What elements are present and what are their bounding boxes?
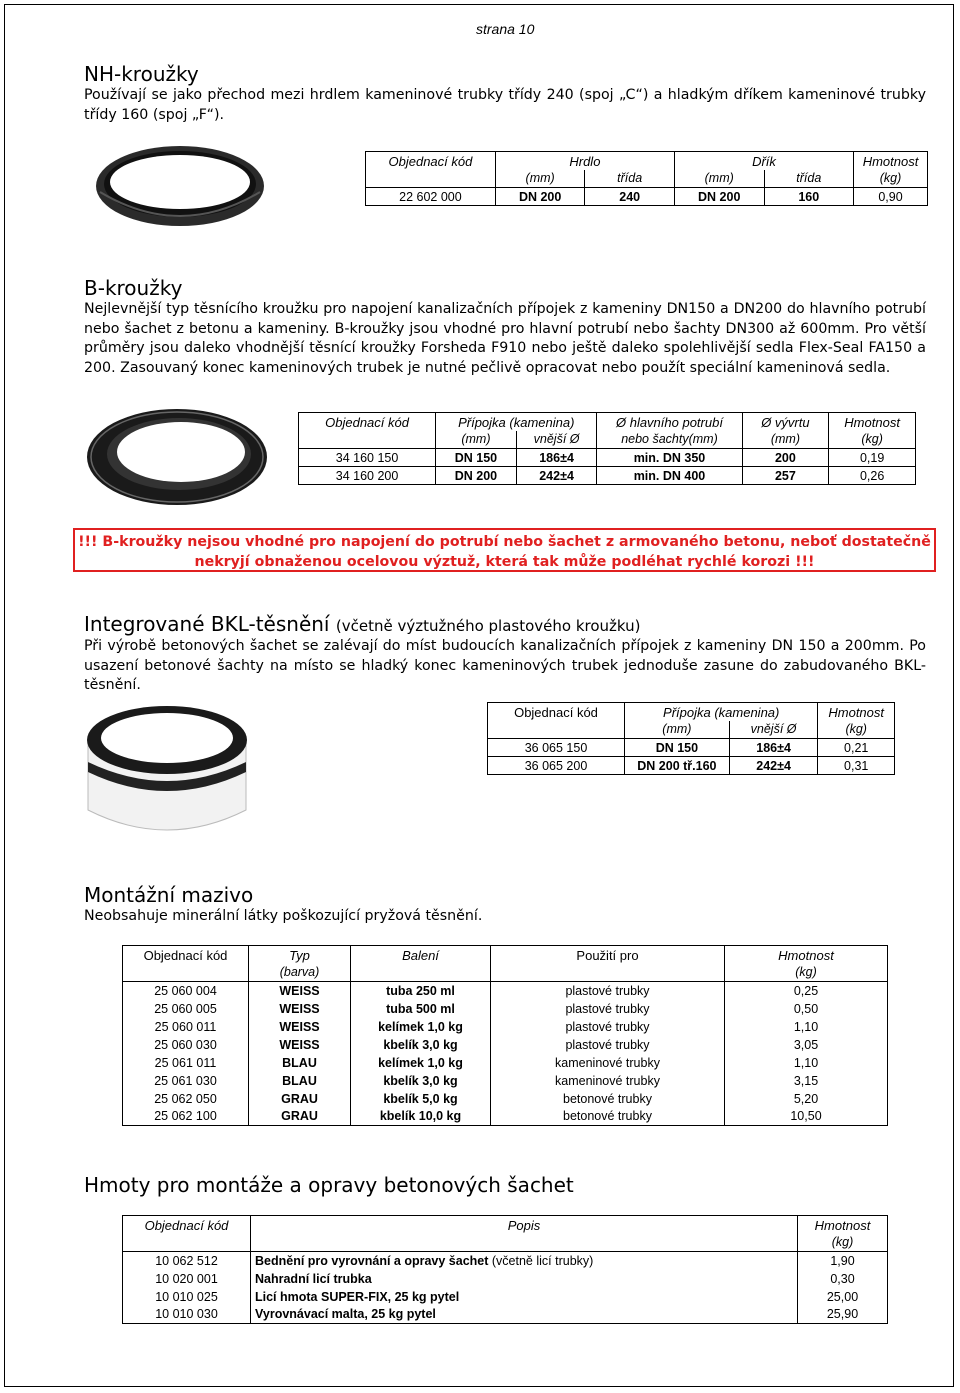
bkl-title-main: Integrované BKL-těsnění bbox=[84, 612, 330, 636]
table-row bbox=[123, 1270, 888, 1288]
cell: 242±4 bbox=[729, 757, 818, 775]
cell: 25 061 030 bbox=[123, 1072, 249, 1090]
nh-h-hrdlo: Hrdlo bbox=[495, 152, 674, 170]
nh-h-trida2: třída bbox=[764, 170, 854, 188]
cell: WEISS bbox=[249, 982, 351, 1000]
cell: 0,50 bbox=[725, 1000, 888, 1018]
cell: 25 062 100 bbox=[123, 1108, 249, 1126]
maz-h-typ: Typ bbox=[249, 946, 351, 964]
b-h-vyvrtu: Ø vývrtu bbox=[742, 413, 829, 431]
cell: kbelík 5,0 kg bbox=[351, 1090, 491, 1108]
nh-h-trida1: třída bbox=[585, 170, 675, 188]
cell: 0,25 bbox=[725, 982, 888, 1000]
cell: plastové trubky bbox=[491, 1036, 725, 1054]
cell: 5,20 bbox=[725, 1090, 888, 1108]
hm-h-kg: (kg) bbox=[798, 1234, 888, 1252]
cell: 25 061 011 bbox=[123, 1054, 249, 1072]
b-h-mass: Hmotnost bbox=[829, 413, 916, 431]
table-row bbox=[123, 1054, 888, 1072]
table-row bbox=[123, 1306, 888, 1324]
cell: 25 060 004 bbox=[123, 982, 249, 1000]
maz-h-code: Objednací kód bbox=[123, 946, 249, 964]
description-cell bbox=[251, 1288, 798, 1306]
cell: DN 200 bbox=[674, 188, 764, 206]
nh-table bbox=[365, 151, 928, 206]
nh-h-mm1: (mm) bbox=[495, 170, 585, 188]
cell: betonové trubky bbox=[491, 1108, 725, 1126]
cell: 10 062 512 bbox=[123, 1252, 251, 1270]
cell: DN 200 bbox=[495, 188, 585, 206]
cell: 0,31 bbox=[818, 757, 895, 775]
cell: WEISS bbox=[249, 1000, 351, 1018]
b-h-hlavni: Ø hlavního potrubí bbox=[597, 413, 742, 431]
cell: BLAU bbox=[249, 1054, 351, 1072]
table-row bbox=[123, 982, 888, 1000]
bkl-h-code: Objednací kód bbox=[488, 703, 625, 721]
cell: WEISS bbox=[249, 1036, 351, 1054]
cell: kameninové trubky bbox=[491, 1072, 725, 1090]
table-row bbox=[488, 739, 895, 757]
cell: DN 200 tř.160 bbox=[625, 757, 730, 775]
cell: 34 160 200 bbox=[299, 467, 436, 485]
cell: 242±4 bbox=[516, 467, 597, 485]
cell: kelímek 1,0 kg bbox=[351, 1018, 491, 1036]
cell: tuba 250 ml bbox=[351, 982, 491, 1000]
bkl-h-vnejsi: vnější Ø bbox=[729, 721, 818, 739]
hm-h-code: Objednací kód bbox=[123, 1216, 251, 1234]
nh-h-mass: Hmotnost bbox=[854, 152, 928, 170]
cell: kbelík 10,0 kg bbox=[351, 1108, 491, 1126]
cell: 25 062 050 bbox=[123, 1090, 249, 1108]
cell: 36 065 150 bbox=[488, 739, 625, 757]
cell: DN 150 bbox=[436, 449, 517, 467]
page-number: strana 10 bbox=[476, 21, 535, 37]
cell: GRAU bbox=[249, 1108, 351, 1126]
hm-h-popis: Popis bbox=[251, 1216, 798, 1234]
bkl-h-mm: (mm) bbox=[625, 721, 730, 739]
bkl-text: Při výrobě betonových šachet se zalévají do míst budoucích kanalizačních přípojek z kameniny DN 150 a 200mm. Po usazení betonové šachty na místo se hladký konec kameninových trubek jednoduše zasune do zabudovaného BKL-těsnění. bbox=[84, 638, 926, 693]
b-table bbox=[298, 412, 916, 485]
maz-h-mass: Hmotnost bbox=[725, 946, 888, 964]
nh-h-mm2: (mm) bbox=[674, 170, 764, 188]
cell: 22 602 000 bbox=[366, 188, 496, 206]
cell: DN 200 bbox=[436, 467, 517, 485]
cell: DN 150 bbox=[625, 739, 730, 757]
maz-h-kg: (kg) bbox=[725, 964, 888, 982]
cell: 240 bbox=[585, 188, 675, 206]
table-row bbox=[123, 1108, 888, 1126]
description-bold: Vyrovnávací malta, 25 kg pytel bbox=[255, 1307, 436, 1322]
table-row bbox=[366, 188, 928, 206]
cell: 1,10 bbox=[725, 1054, 888, 1072]
description-note: (včetně licí trubky) bbox=[488, 1253, 594, 1268]
cell: 3,05 bbox=[725, 1036, 888, 1054]
cell: 25 060 011 bbox=[123, 1018, 249, 1036]
table-row bbox=[299, 467, 916, 485]
cell: 0,26 bbox=[829, 467, 916, 485]
b-ring-image bbox=[84, 402, 270, 512]
cell: min. DN 400 bbox=[597, 467, 742, 485]
cell: 25,90 bbox=[798, 1306, 888, 1324]
cell: plastové trubky bbox=[491, 1018, 725, 1036]
description-bold: Bednění pro vyrovnání a opravy šachet bbox=[255, 1253, 489, 1268]
hmoty-table bbox=[122, 1215, 888, 1324]
bkl-seal-image bbox=[82, 700, 252, 850]
table-row bbox=[123, 1072, 888, 1090]
table-row bbox=[123, 1252, 888, 1270]
b-h-mm1: (mm) bbox=[436, 431, 517, 449]
cell: 10 010 025 bbox=[123, 1288, 251, 1306]
cell: kelímek 1,0 kg bbox=[351, 1054, 491, 1072]
nh-h-drik: Dřík bbox=[674, 152, 853, 170]
b-h-sachty: nebo šachty(mm) bbox=[597, 431, 742, 449]
bkl-h-kg: (kg) bbox=[818, 721, 895, 739]
b-h-pripojka: Přípojka (kamenina) bbox=[436, 413, 597, 431]
cell: GRAU bbox=[249, 1090, 351, 1108]
cell: 36 065 200 bbox=[488, 757, 625, 775]
cell: 10 020 001 bbox=[123, 1270, 251, 1288]
cell: 3,15 bbox=[725, 1072, 888, 1090]
cell: betonové trubky bbox=[491, 1090, 725, 1108]
cell: 200 bbox=[742, 449, 829, 467]
cell: 257 bbox=[742, 467, 829, 485]
bkl-table bbox=[487, 702, 895, 775]
nh-h-kg: (kg) bbox=[854, 170, 928, 188]
nh-title: NH-kroužky bbox=[84, 62, 199, 86]
hmoty-title: Hmoty pro montáže a opravy betonových šachet bbox=[84, 1173, 574, 1197]
table-row bbox=[299, 449, 916, 467]
cell: 25 060 030 bbox=[123, 1036, 249, 1054]
b-h-code: Objednací kód bbox=[299, 413, 436, 431]
cell: 25,00 bbox=[798, 1288, 888, 1306]
mazivo-text: Neobsahuje minerální látky poškozující pryžová těsnění. bbox=[84, 908, 483, 924]
cell: min. DN 350 bbox=[597, 449, 742, 467]
cell: 10,50 bbox=[725, 1108, 888, 1126]
b-h-vnejsi: vnější Ø bbox=[516, 431, 597, 449]
maz-h-baleni: Balení bbox=[351, 946, 491, 964]
table-row bbox=[123, 1000, 888, 1018]
cell: 0,19 bbox=[829, 449, 916, 467]
cell: plastové trubky bbox=[491, 1000, 725, 1018]
table-row bbox=[123, 1018, 888, 1036]
description-bold: Licí hmota SUPER-FIX, 25 kg pytel bbox=[255, 1289, 460, 1304]
cell: kbelík 3,0 kg bbox=[351, 1036, 491, 1054]
cell: 0,21 bbox=[818, 739, 895, 757]
cell: 1,10 bbox=[725, 1018, 888, 1036]
description-cell bbox=[251, 1306, 798, 1324]
mazivo-title: Montážní mazivo bbox=[84, 883, 254, 907]
b-h-kg: (kg) bbox=[829, 431, 916, 449]
maz-h-barva: (barva) bbox=[249, 964, 351, 982]
description-bold: Nahradní licí trubka bbox=[255, 1271, 372, 1286]
table-row bbox=[123, 1090, 888, 1108]
cell: 25 060 005 bbox=[123, 1000, 249, 1018]
bkl-title-note: (včetně výztužného plastového kroužku) bbox=[335, 617, 641, 635]
b-warning: !!! B-kroužky nejsou vhodné pro napojení do potrubí nebo šachet z armovaného betonu, neboť dostatečně nekryjí obnaženou ocelovou výztuž, která tak může podléhat rychlé korozi !!! bbox=[73, 528, 936, 572]
table-row bbox=[123, 1036, 888, 1054]
cell: plastové trubky bbox=[491, 982, 725, 1000]
hm-h-mass: Hmotnost bbox=[798, 1216, 888, 1234]
table-row bbox=[123, 1288, 888, 1306]
bkl-h-pripojka: Přípojka (kamenina) bbox=[625, 703, 818, 721]
cell: 10 010 030 bbox=[123, 1306, 251, 1324]
b-text: Nejlevnější typ těsnícího kroužku pro napojení kanalizačních přípojek z kameniny DN150 a DN200 do hlavního potrubí nebo šachet z betonu a kameniny. B-kroužky jsou vhodné pro hlavní potrubí nebo šachty DN300 až 600mm. Pro větší průměry jsou daleko vhodnější těsnící kroužky Forsheda F910 nebo ještě daleko spolehlivější sedla Flex-Seal FA150 a 200. Zasouvaný konec kameninových trubek je nutné pečlivě opracovat nebo použít speciální kameninová sedla. bbox=[84, 301, 926, 376]
cell: 0,90 bbox=[854, 188, 928, 206]
b-title: B-kroužky bbox=[84, 276, 183, 300]
cell: WEISS bbox=[249, 1018, 351, 1036]
bkl-h-mass: Hmotnost bbox=[818, 703, 895, 721]
mazivo-table bbox=[122, 945, 888, 1126]
nh-text: Používají se jako přechod mezi hrdlem kameninové trubky třídy 240 (spoj „C“) a hladkým dříkem kameninové trubky třídy 160 (spoj „F“). bbox=[84, 87, 926, 123]
cell: 34 160 150 bbox=[299, 449, 436, 467]
cell: BLAU bbox=[249, 1072, 351, 1090]
maz-h-pouziti: Použití pro bbox=[491, 946, 725, 964]
table-row bbox=[488, 757, 895, 775]
nh-h-code: Objednací kód bbox=[366, 152, 496, 170]
bkl-title bbox=[84, 612, 641, 636]
nh-ring-image bbox=[90, 140, 270, 232]
description-cell bbox=[251, 1252, 798, 1270]
b-h-mm2: (mm) bbox=[742, 431, 829, 449]
cell: 1,90 bbox=[798, 1252, 888, 1270]
cell: 186±4 bbox=[729, 739, 818, 757]
cell: kbelík 3,0 kg bbox=[351, 1072, 491, 1090]
description-cell bbox=[251, 1270, 798, 1288]
cell: 0,30 bbox=[798, 1270, 888, 1288]
cell: tuba 500 ml bbox=[351, 1000, 491, 1018]
cell: kameninové trubky bbox=[491, 1054, 725, 1072]
cell: 186±4 bbox=[516, 449, 597, 467]
cell: 160 bbox=[764, 188, 854, 206]
